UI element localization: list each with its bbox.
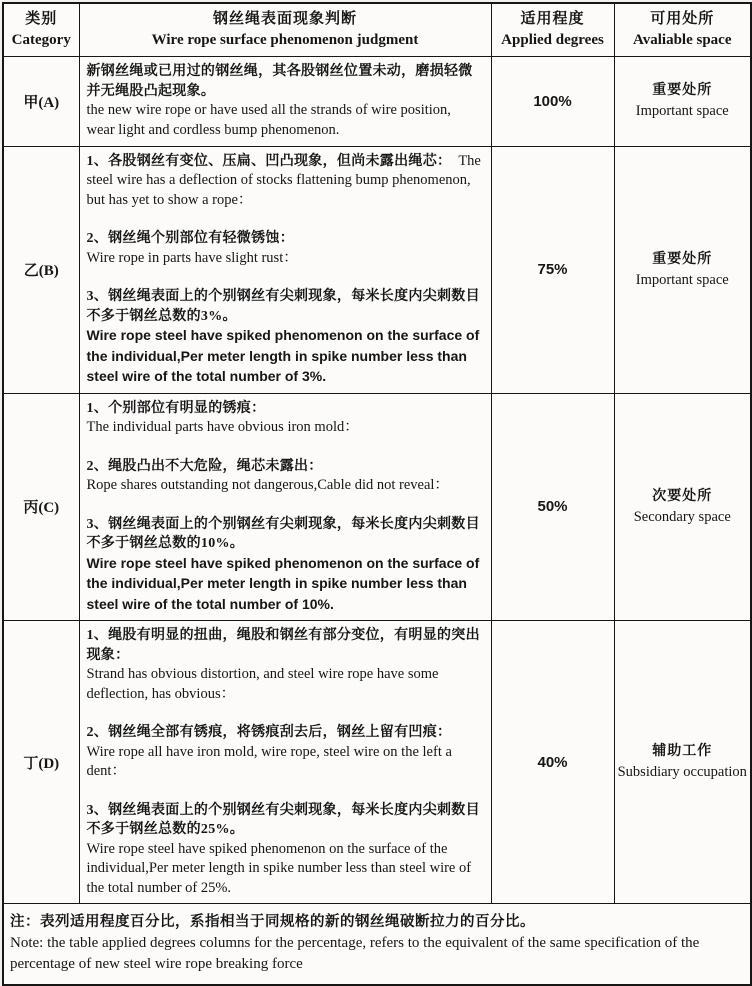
header-space-en: Avaliable space: [633, 31, 732, 48]
wire-rope-judgment-table: [2, 2, 752, 986]
degree-cell-d: 40%: [491, 621, 614, 904]
degree-cell-a: 100%: [491, 56, 614, 146]
judgment-paragraph: [87, 723, 483, 782]
header-degrees-en: Applied degrees: [501, 31, 604, 48]
judgment-paragraph: [87, 801, 483, 899]
paragraph-zh-text: 3、钢丝绳表面上的个别钢丝有尖刺现象，每米长度内尖刺数目不多于钢丝总数的25%。: [86, 802, 480, 837]
header-degrees: [491, 3, 614, 56]
judgment-paragraph: [87, 515, 483, 616]
space-zh-a: 重要处所: [652, 83, 713, 98]
header-category-en: Category: [11, 31, 71, 48]
category-cell-b: 乙(B): [3, 146, 79, 393]
paragraph-en-text: Strand has obvious distortion, and steel wire rope have some deflection, has obvious：: [86, 666, 439, 702]
paragraph-zh-text: 2、钢丝绳个别部位有轻微锈蚀：: [86, 231, 294, 246]
judgment-cell-a: [79, 56, 491, 146]
paragraph-zh-text: 1、绳股有明显的扭曲，绳股和钢丝有部分变位，有明显的突出现象：: [86, 628, 480, 663]
header-space-zh: 可用处所: [650, 10, 715, 27]
header-category-zh: 类别: [25, 10, 58, 27]
header-judgment-zh: 钢丝绳表面现象判断: [212, 10, 357, 27]
space-cell-a: [614, 56, 751, 146]
header-judgment-en: Wire rope surface phenomenon judgment: [151, 31, 419, 48]
paragraph-zh-text: 2、绳股凸出不大危险，绳芯未露出：: [86, 458, 323, 474]
table-row-b: [3, 146, 751, 393]
paragraph-zh-text: 1、各股钢丝有变位、压扁、凹凸现象，但尚未露出绳芯：: [86, 153, 452, 169]
header-space: [614, 3, 751, 56]
paragraph-en-text: Wire rope all have iron mold, wire rope, steel wire on the left a dent：: [86, 743, 452, 779]
paragraph-zh-text: 3、钢丝绳表面上的个别钢丝有尖刺现象，每米长度内尖刺数目不多于钢丝总数的10%。: [86, 516, 480, 551]
paragraph-zh-text: 2、钢丝绳全部有锈痕，将锈痕刮去后，钢丝上留有凹痕：: [86, 725, 452, 740]
paragraph-zh-text: 新钢丝绳或已用过的钢丝绳，其各股钢丝位置未动，磨损轻微并无绳股凸起现象。: [86, 64, 473, 99]
space-zh-d: 辅助工作: [652, 744, 713, 759]
table-note-row: [3, 904, 751, 985]
judgment-cell-b: [79, 146, 491, 393]
space-zh-c: 次要处所: [652, 488, 713, 504]
paragraph-en-text: The individual parts have obvious iron mold：: [86, 419, 359, 435]
space-en-b: Important space: [635, 271, 729, 288]
judgment-paragraph: [87, 152, 483, 211]
table-row-d: [3, 621, 751, 904]
judgment-paragraph: [87, 62, 483, 140]
space-en-d: Subsidiary occupation: [617, 764, 747, 780]
paragraph-zh-text: 3、钢丝绳表面上的个别钢丝有尖刺现象，每米长度内尖刺数目不多于钢丝总数的3%。: [86, 289, 480, 324]
judgment-paragraph: [87, 229, 483, 268]
category-cell-a: 甲(A): [3, 56, 79, 146]
space-en-a: Important space: [635, 103, 729, 119]
paragraph-en-text: the new wire rope or have used all the strands of wire position, wear light and cordless bump phenomenon.: [86, 102, 451, 138]
judgment-paragraph: [87, 626, 483, 704]
category-cell-d: 丁(D): [3, 621, 79, 904]
paragraph-en-text: The steel wire has a deflection of stocks flattening bump phenomenon, but has yet to show a rope：: [86, 152, 481, 208]
header-degrees-zh: 适用程度: [520, 10, 585, 27]
category-cell-c: 丙(C): [3, 393, 79, 621]
paragraph-en-text: Wire rope steel have spiked phenomenon on the surface of the individual,Per meter length in spike number less than steel wire of the total number of 10%.: [86, 554, 480, 612]
table-row-c: [3, 393, 751, 621]
paragraph-en-text: Wire rope steel have spiked phenomenon on the surface of the individual,Per meter length in spike number less than steel wire of the total number of 3%.: [86, 327, 480, 384]
space-en-c: Secondary space: [633, 508, 731, 525]
note-cell: [3, 904, 751, 985]
space-cell-c: [614, 393, 751, 621]
degree-cell-c: 50%: [491, 393, 614, 621]
space-cell-d: [614, 621, 751, 904]
header-judgment: [79, 3, 491, 56]
paragraph-en-text: Wire rope steel have spiked phenomenon on the surface of the individual,Per meter length in spike number less than steel wire of the total number of 25%.: [86, 840, 472, 896]
header-category: [3, 3, 79, 56]
space-zh-b: 重要处所: [652, 251, 713, 267]
note-en: Note: the table applied degrees columns for the percentage, refers to the equivalent of the same specification of the percentage of new steel wire rope breaking force: [10, 935, 700, 972]
judgment-paragraph: [87, 457, 483, 496]
judgment-cell-d: [79, 621, 491, 904]
paragraph-en-text: Wire rope in parts have slight rust：: [86, 249, 298, 266]
degree-cell-b: 75%: [491, 146, 614, 393]
paragraph-zh-text: 1、个别部位有明显的锈痕：: [86, 400, 266, 416]
note-zh: 注：表列适用程度百分比，系指相当于同规格的新的钢丝绳破断拉力的百分比。: [10, 914, 535, 930]
table-header-row: [3, 3, 751, 56]
space-cell-b: [614, 146, 751, 393]
table-row-a: [3, 56, 751, 146]
judgment-paragraph: [87, 287, 483, 388]
judgment-paragraph: [87, 399, 483, 438]
judgment-cell-c: [79, 393, 491, 621]
paragraph-en-text: Rope shares outstanding not dangerous,Cable did not reveal：: [86, 477, 449, 493]
